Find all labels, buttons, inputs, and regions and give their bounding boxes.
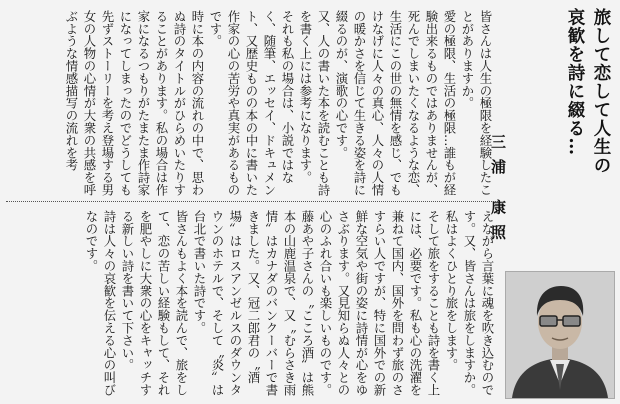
section-divider	[6, 201, 498, 202]
author-photo	[505, 271, 615, 399]
article-title-block	[500, 8, 614, 184]
author-portrait-image	[506, 272, 614, 398]
article-body-upper: 皆さんは人生の極限を経験したことがありますか。 愛の極限、生活の極限…誰もが経験出来るものではありませんが、死んでしまいたくなるような恋、生活にこの世の無情を感じ、でもけなげに人々の真心、人々の人情の暖かさを信じて生きる姿を詩に綴るのが、演歌の心です。 又、人の書いた本を読むことも詩を書く上には参考になります。 それも私の場合は、小説ではなく、随筆、エッセイ、ドキュメント、又歴史ものの本の中に書いた作家の心の苦労や真実があるものです。 時に本の内容の流れの中で、思わぬ詩のタイトルがひらめいたりすることがあります。私の場合は作家になるつもりがたまたま作詩家になってしまったのでどうしても先ずストーリーを考え登場する男女の人物の心情が大衆の共感を呼ぶような情感描写の流れを考	[64, 10, 493, 196]
article-title: 旅して恋して人生の 哀歓を詩に綴る…	[565, 8, 611, 175]
author-name: 三浦 康照	[489, 134, 507, 250]
article-body-lower: えながら言葉に魂を吹き込むのです。又、皆さんは旅をしますか。 私はよくひとり旅をします。 そして旅をすることも詩を書く上には、必要です。私も心の洗濯を兼ねて国内、国外を問わず旅のさすらい人ですが、特に国外での新鮮な空気や街の姿に詩情が心をゆさぶります。又見知らぬ人々との心のふれ合いも楽しいものです。 藤あや子さんの〝こころ酒〟は熊本の山鹿温泉で、又〝むらさき雨情〟はカナダのバンクーバーで書きました。又、冠二郎君の〝酒場〟はロスアンゼルスのダウンタウンのホテルで、そして〝炎〟は台北で書いた詩です。 皆さんもよく本を読んで、旅をして、恋の苦しい経験もして、それを肥やしに大衆の心をキャッチする新しい詩を書いて下さい。 詩は人々の哀歓を伝える心の叫びなのです。	[84, 210, 495, 396]
